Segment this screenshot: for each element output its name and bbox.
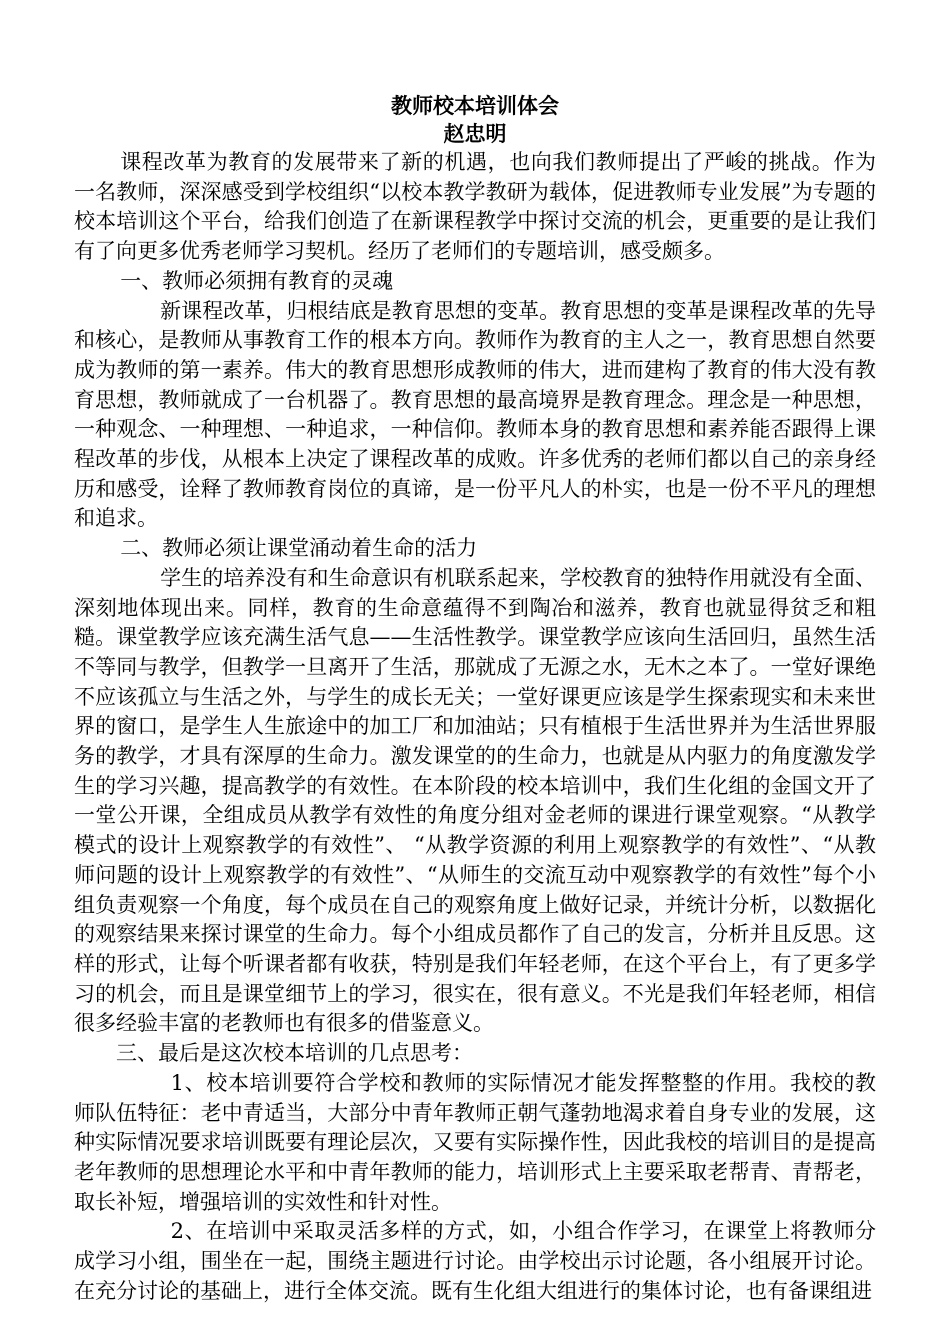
- document-title: 教师校本培训体会: [391, 93, 559, 118]
- section-2-heading: 二、教师必须让课堂涌动着生命的活力: [120, 536, 478, 561]
- section-1-heading: 一、教师必须拥有教育的灵魂: [120, 268, 394, 293]
- document-page: [74, 92, 876, 1306]
- document-author: 赵忠明: [443, 121, 507, 146]
- section-2-body: 学生的培养没有和生命意识有机联系起来，学校教育的独特作用就没有全面、深刻地体现出来。同样，教育的生命意蕴得不到陶冶和滋养，教育也就显得贫乏和粗糙。课堂教学应该充满生活气息——生活性教学。课堂教学应该向生活回归，虽然生活不等同与教学，但教学一旦离开了生活，那就成了无源之水，无木之本了。一堂好课绝不应该孤立与生活之外，与学生的成长无关；一堂好课更应该是学生探索现实和未来世界的窗口，是学生人生旅途中的加工厂和加油站；只有植根于生活世界并为生活世界服务的教学，才具有深厚的生命力。激发课堂的的生命力，也就是从内驱力的角度激发学生的学习兴趣，提高教学的有效性。在本阶段的校本培训中，我们生化组的金国文开了一堂公开课，全组成员从教学有效性的角度分组对金老师的课进行课堂观察。“从教学模式的设计上观察教学的有效性”、 “从教学资源的利用上观察教学的有效性”、“从教师问题的设计上观察教学的有效性”、“从师生的交流互动中观察教学的有效性”每个小组负责观察一个角度，每个成员在自己的观察角度上做好记录，并统计分析，以数据化的观察结果来探讨课堂的生命力。每个小组成员都作了自己的发言，分析并且反思。这样的形式，让每个听课者都有收获，特别是我们年轻老师，在这个平台上，有了更多学习的机会，而且是课堂细节上的学习，很实在，很有意义。不光是我们年轻老师，相信很多经验丰富的老教师也有很多的借鉴意义。: [74, 565, 876, 1036]
- section-3-heading: 三、最后是这次校本培训的几点思考：: [116, 1041, 473, 1066]
- intro-paragraph: 课程改革为教育的发展带来了新的机遇，也向我们教师提出了严峻的挑战。作为一名教师，深深感受到学校组织“以校本教学教研为载体，促进教师专业发展”为专题的校本培训这个平台，给我们创造了在新课程教学中探讨交流的机会，更重要的是让我们有了向更多优秀老师学习契机。经历了老师们的专题培训，感受颇多。: [74, 150, 876, 264]
- section-1-body: 新课程改革，归根结底是教育思想的变革。教育思想的变革是课程改革的先导和核心，是教师从事教育工作的根本方向。教师作为教育的主人之一，教育思想自然要成为教师的第一素养。伟大的教育思想形成教师的伟大，进而建构了教育的伟大没有教育思想，教师就成了一台机器了。教育思想的最高境界是教育理念。理念是一种思想，一种观念、一种理想、一种追求，一种信仰。教师本身的教育思想和素养能否跟得上课程改革的步伐，从根本上决定了课程改革的成败。许多优秀的老师们都以自己的亲身经历和感受，诠释了教师教育岗位的真谛，是一份平凡人的朴实，也是一份不平凡的理想和追求。: [74, 298, 876, 531]
- section-3-point-1: 1、校本培训要符合学校和教师的实际情况才能发挥整整的作用。我校的教师队伍特征：老中青适当，大部分中青年教师正朝气蓬勃地渴求着自身专业的发展，这种实际情况要求培训既要有理论层次，又要有实际操作性，因此我校的培训目的是提高老年教师的思想理论水平和中青年教师的能力，培训形式上主要采取老帮青、青帮老，取长补短，增强培训的实效性和针对性。: [74, 1070, 876, 1214]
- section-3-point-2: 2、在培训中采取灵活多样的方式，如，小组合作学习，在课堂上将教师分成学习小组，围坐在一起，围绕主题进行讨论。由学校出示讨论题，各小组展开讨论。在充分讨论的基础上，进行全体交流。既有生化组大组进行的集体讨论，也有备课组进: [74, 1219, 876, 1303]
